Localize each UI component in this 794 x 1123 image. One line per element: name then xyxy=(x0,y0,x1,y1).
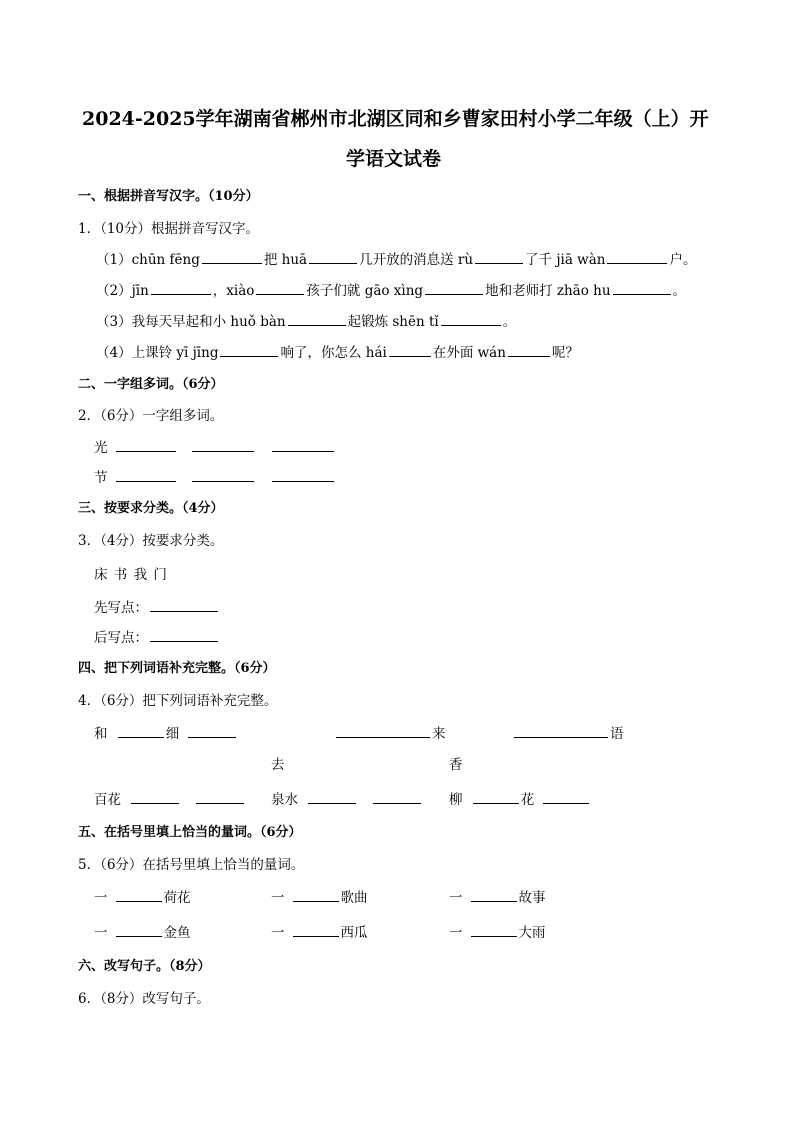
question-4: 4．（6分）把下列词语补充完整。 xyxy=(78,693,278,709)
text: 一 xyxy=(271,925,285,941)
answer-blank[interactable] xyxy=(607,262,667,264)
text: 了千 jiā wàn xyxy=(525,252,606,268)
q2-row-2 xyxy=(94,466,336,486)
measure-word-target: 西瓜 xyxy=(340,925,368,941)
question-2: 2．（6分）一字组多词。 xyxy=(78,408,224,424)
measure-word-target: 故事 xyxy=(518,890,546,906)
text: 孩子们就 gāo xìng xyxy=(306,283,424,299)
text: 细 xyxy=(165,726,180,742)
answer-blank[interactable] xyxy=(118,736,164,738)
q4-row-3a xyxy=(94,788,246,808)
text: 。 xyxy=(502,314,517,330)
q4-row-1b xyxy=(334,722,446,742)
text: 和 xyxy=(94,726,108,742)
character: 光 xyxy=(94,440,108,456)
answer-blank[interactable] xyxy=(543,802,589,804)
answer-blank[interactable] xyxy=(131,802,179,804)
text: 呢？ xyxy=(551,345,579,361)
question-5: 5．（6分）在括号里填上恰当的量词。 xyxy=(78,857,305,873)
text: 起锻炼 shēn tǐ xyxy=(347,314,439,330)
answer-blank[interactable] xyxy=(150,640,218,642)
answer-blank[interactable] xyxy=(471,935,517,937)
answer-blank[interactable] xyxy=(192,450,254,452)
page-title-line1: 2024-2025学年湖南省郴州市北湖区同和乡曹家田村小学二年级（上）开 xyxy=(82,108,709,130)
q1-line-1 xyxy=(96,248,696,268)
text: ，xiào xyxy=(212,283,255,299)
question-6: 6．（8分）改写句子。 xyxy=(78,991,210,1007)
answer-blank[interactable] xyxy=(293,900,339,902)
q3-last-dot xyxy=(94,626,220,646)
measure-word-target: 荷花 xyxy=(163,890,191,906)
answer-blank[interactable] xyxy=(151,293,211,295)
answer-blank[interactable] xyxy=(116,935,162,937)
answer-blank[interactable] xyxy=(308,802,356,804)
q5-item xyxy=(271,921,368,941)
answer-blank[interactable] xyxy=(425,293,483,295)
text: 一 xyxy=(271,890,285,906)
answer-blank[interactable] xyxy=(192,480,254,482)
text: （1）chūn fēng xyxy=(96,252,200,268)
q5-item xyxy=(94,921,191,941)
q5-item xyxy=(449,886,546,906)
label: 后写点： xyxy=(94,630,148,646)
question-3: 3．（4分）按要求分类。 xyxy=(78,533,224,549)
q4-row-3b xyxy=(271,788,423,808)
answer-blank[interactable] xyxy=(272,480,334,482)
text: 一 xyxy=(94,925,108,941)
q3-first-dot xyxy=(94,596,220,616)
label: 先写点： xyxy=(94,600,148,616)
answer-blank[interactable] xyxy=(336,736,430,738)
page-title-line2: 学语文试卷 xyxy=(346,148,442,170)
q2-row-1 xyxy=(94,436,336,456)
answer-blank[interactable] xyxy=(389,355,431,357)
answer-blank[interactable] xyxy=(188,736,236,738)
answer-blank[interactable] xyxy=(150,610,218,612)
q5-item xyxy=(271,886,368,906)
measure-word-target: 金鱼 xyxy=(163,925,191,941)
text: 一 xyxy=(94,890,108,906)
answer-blank[interactable] xyxy=(116,480,176,482)
q1-line-2 xyxy=(96,279,686,299)
answer-blank[interactable] xyxy=(508,355,550,357)
text: 一 xyxy=(449,925,463,941)
section-heading-2: 二、一字组多词。（6分） xyxy=(78,377,224,392)
text: 地和老师打 zhāo hu xyxy=(485,283,611,299)
text: （2）jīn xyxy=(96,283,149,299)
answer-blank[interactable] xyxy=(293,935,339,937)
answer-blank[interactable] xyxy=(116,900,162,902)
q5-item xyxy=(94,886,191,906)
answer-blank[interactable] xyxy=(441,324,501,326)
text: 柳 xyxy=(449,792,463,808)
q4-row-1c xyxy=(512,722,624,742)
measure-word-target: 大雨 xyxy=(518,925,546,941)
text: 百花 xyxy=(94,792,121,808)
text: 泉水 xyxy=(271,792,298,808)
answer-blank[interactable] xyxy=(272,450,334,452)
q1-line-3 xyxy=(96,310,516,330)
answer-blank[interactable] xyxy=(473,802,519,804)
answer-blank[interactable] xyxy=(373,802,421,804)
section-heading-1: 一、根据拼音写汉字。（10分） xyxy=(78,189,259,204)
text: 把 huā xyxy=(263,252,308,268)
section-heading-4: 四、把下列词语补充完整。（6分） xyxy=(78,661,276,676)
section-heading-3: 三、按要求分类。（4分） xyxy=(78,501,224,516)
answer-blank[interactable] xyxy=(475,262,523,264)
answer-blank[interactable] xyxy=(613,293,671,295)
answer-blank[interactable] xyxy=(116,450,176,452)
text: 在外面 wán xyxy=(432,345,506,361)
answer-blank[interactable] xyxy=(288,324,346,326)
text: 响了，你怎么 hái xyxy=(280,345,387,361)
text: 语 xyxy=(610,726,624,742)
answer-blank[interactable] xyxy=(309,262,357,264)
q4-row-2a: 去 xyxy=(271,757,285,773)
text: （4）上课铃 yī jīng xyxy=(96,345,219,361)
answer-blank[interactable] xyxy=(220,355,278,357)
answer-blank[interactable] xyxy=(256,293,304,295)
text: 一 xyxy=(449,890,463,906)
text: 几开放的消息送 rù xyxy=(359,252,474,268)
question-1: 1．（10分）根据拼音写汉字。 xyxy=(78,221,260,237)
text: 花 xyxy=(520,792,535,808)
section-heading-5: 五、在括号里填上恰当的量词。（6分） xyxy=(78,825,302,840)
q4-row-1a xyxy=(94,722,238,742)
q4-row-3c xyxy=(449,788,591,808)
q4-row-2b: 香 xyxy=(449,757,463,773)
answer-blank[interactable] xyxy=(196,802,244,804)
q1-line-4 xyxy=(96,341,579,361)
q5-item xyxy=(449,921,546,941)
answer-blank[interactable] xyxy=(514,736,608,738)
character: 节 xyxy=(94,470,108,486)
section-heading-6: 六、改写句子。（8分） xyxy=(78,959,211,974)
answer-blank[interactable] xyxy=(202,262,262,264)
text: （3）我每天早起和小 huǒ bàn xyxy=(96,314,286,330)
text: 来 xyxy=(432,726,446,742)
q3-characters: 床 书 我 门 xyxy=(94,567,168,583)
text: 户。 xyxy=(669,252,697,268)
answer-blank[interactable] xyxy=(471,900,517,902)
measure-word-target: 歌曲 xyxy=(340,890,368,906)
text: 。 xyxy=(672,283,687,299)
